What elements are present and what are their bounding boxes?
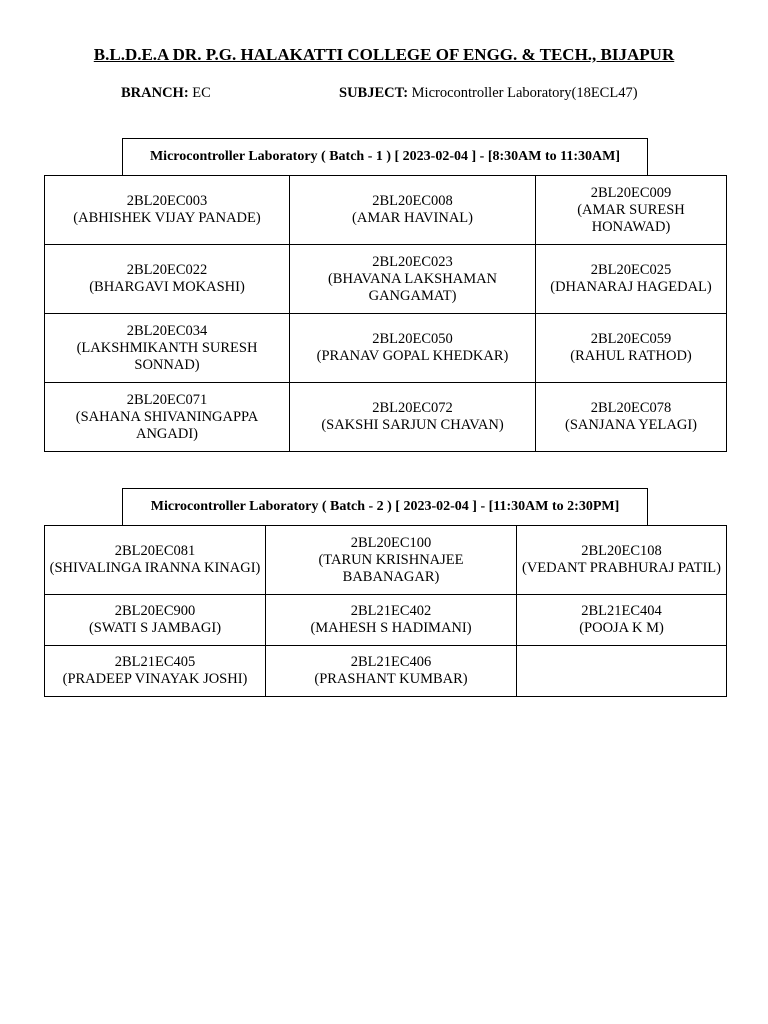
branch-value: EC xyxy=(192,85,211,101)
student-name: (VEDANT PRABHURAJ PATIL) xyxy=(522,560,721,576)
student-usn: 2BL20EC025 xyxy=(590,262,672,278)
table-row xyxy=(45,176,727,245)
student-name: (PRASHANT KUMBAR) xyxy=(314,671,468,687)
student-usn: 2BL21EC406 xyxy=(350,654,432,670)
student-name: (AMAR SURESH HONAWAD) xyxy=(577,201,685,235)
student-name: (LAKSHMIKANTH SURESH SONNAD) xyxy=(76,339,258,373)
student-cell xyxy=(290,245,536,314)
student-usn: 2BL20EC022 xyxy=(126,262,208,278)
student-usn: 2BL21EC404 xyxy=(581,603,662,619)
student-name: (PRADEEP VINAYAK JOSHI) xyxy=(62,671,248,687)
student-cell xyxy=(536,314,727,383)
student-cell xyxy=(266,526,517,595)
student-usn: 2BL21EC402 xyxy=(350,603,432,619)
student-cell xyxy=(45,176,290,245)
student-cell xyxy=(290,383,536,452)
student-cell xyxy=(266,646,517,697)
student-name: (SAKSHI SARJUN CHAVAN) xyxy=(321,417,504,433)
batch-1-table xyxy=(44,175,727,452)
student-name: (ABHISHEK VIJAY PANADE) xyxy=(73,210,261,226)
student-cell xyxy=(536,176,727,245)
student-usn: 2BL20EC023 xyxy=(372,253,453,270)
student-cell xyxy=(517,595,727,646)
student-cell xyxy=(290,314,536,383)
branch-info xyxy=(121,85,211,102)
student-name: (SANJANA YELAGI) xyxy=(565,417,697,433)
subject-label: SUBJECT: xyxy=(339,85,409,101)
student-usn: 2BL20EC003 xyxy=(126,193,208,209)
student-usn: 2BL20EC009 xyxy=(590,184,672,201)
batch-1-title: Microcontroller Laboratory ( Batch - 1 ) [ 2023-02-04 ] - [8:30AM to 11:30AM] xyxy=(122,138,648,175)
student-usn: 2BL20EC008 xyxy=(372,193,453,209)
student-usn: 2BL20EC071 xyxy=(126,391,208,408)
student-usn: 2BL20EC050 xyxy=(372,331,453,347)
student-name: (SWATI S JAMBAGI) xyxy=(88,620,222,636)
student-name: (SHIVALINGA IRANNA KINAGI) xyxy=(49,560,261,576)
table-row xyxy=(45,383,727,452)
student-usn: 2BL20EC900 xyxy=(114,603,196,619)
student-cell xyxy=(45,595,266,646)
table-row xyxy=(45,526,727,595)
branch-label: BRANCH: xyxy=(121,85,189,101)
student-usn: 2BL20EC108 xyxy=(581,543,662,559)
empty-cell xyxy=(517,646,727,697)
student-usn: 2BL20EC100 xyxy=(350,534,432,551)
student-cell xyxy=(45,314,290,383)
batch-2-table xyxy=(44,525,727,697)
student-name: (BHAVANA LAKSHAMAN GANGAMAT) xyxy=(327,270,498,304)
table-row xyxy=(45,245,727,314)
student-usn: 2BL21EC405 xyxy=(114,654,196,670)
table-row xyxy=(45,314,727,383)
subject-info xyxy=(339,85,638,102)
student-name: (DHANARAJ HAGEDAL) xyxy=(550,279,712,295)
student-name: (POOJA K M) xyxy=(579,620,664,636)
student-usn: 2BL20EC078 xyxy=(590,400,672,416)
student-usn: 2BL20EC034 xyxy=(126,322,208,339)
student-name: (AMAR HAVINAL) xyxy=(352,210,473,226)
student-usn: 2BL20EC081 xyxy=(114,543,196,559)
student-cell xyxy=(45,245,290,314)
student-cell xyxy=(290,176,536,245)
table-row xyxy=(45,646,727,697)
student-name: (MAHESH S HADIMANI) xyxy=(310,620,472,636)
student-cell xyxy=(266,595,517,646)
student-name: (BHARGAVI MOKASHI) xyxy=(89,279,245,295)
student-cell xyxy=(45,646,266,697)
subject-value: Microcontroller Laboratory(18ECL47) xyxy=(411,85,638,101)
table-row xyxy=(45,595,727,646)
student-cell xyxy=(536,383,727,452)
student-name: (PRANAV GOPAL KHEDKAR) xyxy=(316,348,509,364)
student-usn: 2BL20EC072 xyxy=(372,400,453,416)
college-title: B.L.D.E.A DR. P.G. HALAKATTI COLLEGE OF ENGG. & TECH., BIJAPUR xyxy=(93,45,675,64)
student-cell xyxy=(517,526,727,595)
student-cell xyxy=(45,383,290,452)
student-name: (RAHUL RATHOD) xyxy=(570,348,692,364)
student-name: (SAHANA SHIVANINGAPPA ANGADI) xyxy=(75,408,259,442)
student-name: (TARUN KRISHNAJEE BABANAGAR) xyxy=(318,551,464,585)
student-cell xyxy=(45,526,266,595)
student-usn: 2BL20EC059 xyxy=(590,331,672,347)
student-cell xyxy=(536,245,727,314)
batch-2-title: Microcontroller Laboratory ( Batch - 2 ) [ 2023-02-04 ] - [11:30AM to 2:30PM] xyxy=(122,488,648,525)
